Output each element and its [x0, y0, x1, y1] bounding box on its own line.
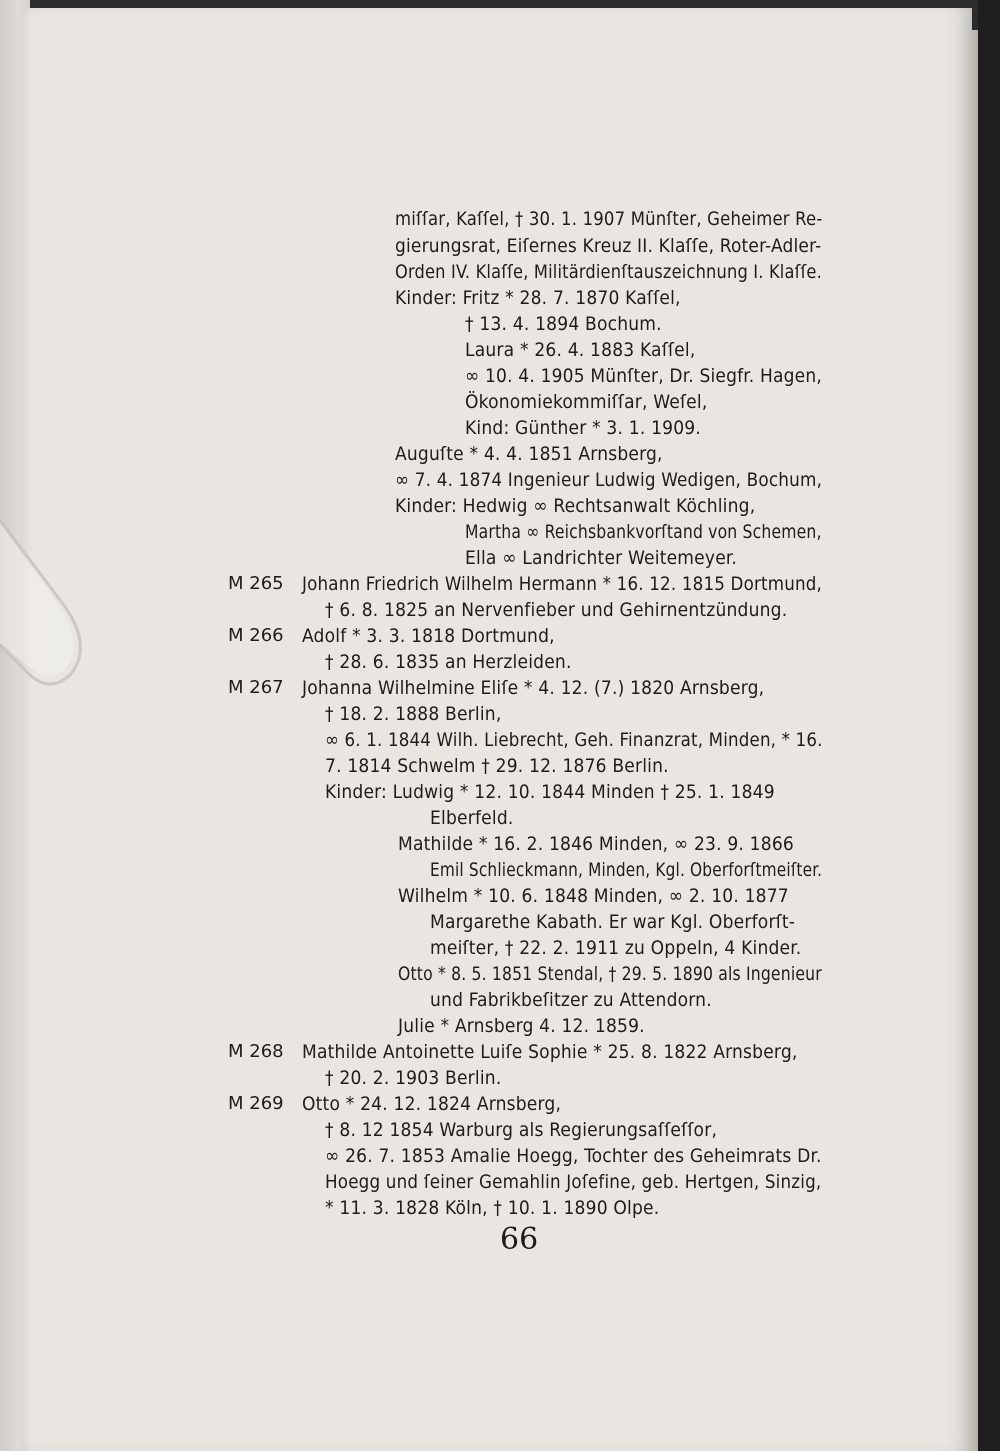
text-line: Emil Schlieckmann, Minden, Kgl. Oberforſtmeiſter. — [430, 859, 823, 881]
entry-marker: M 265 — [228, 573, 284, 594]
text-line: und Fabrikbeſitzer zu Attendorn. — [430, 989, 712, 1011]
text-line: ∞ 10. 4. 1905 Münſter, Dr. Siegfr. Hagen, — [465, 365, 822, 387]
text-line: Julie * Arnsberg 4. 12. 1859. — [398, 1015, 645, 1037]
text-line: † 18. 2. 1888 Berlin, — [325, 703, 502, 725]
paper-clip-shadow — [0, 505, 100, 695]
text-line: Mathilde * 16. 2. 1846 Minden, ∞ 23. 9. 1866 — [398, 833, 794, 855]
text-line: Otto * 8. 5. 1851 Stendal, † 29. 5. 1890 als Ingenieur — [398, 963, 822, 985]
text-line: Mathilde Antoinette Luiſe Sophie * 25. 8. 1822 Arnsberg, — [302, 1041, 798, 1063]
text-line: † 28. 6. 1835 an Herzleiden. — [325, 651, 572, 673]
text-line: miſſar, Kaſſel, † 30. 1. 1907 Münſter, Geheimer Re- — [395, 208, 823, 230]
text-line: Johann Friedrich Wilhelm Hermann * 16. 12. 1815 Dortmund, — [302, 573, 823, 595]
entry-marker: M 266 — [228, 625, 284, 646]
entry-marker: M 267 — [228, 677, 284, 698]
text-line: † 8. 12 1854 Warburg als Regierungsaſſeſſor, — [325, 1119, 718, 1141]
text-line: Kind: Günther * 3. 1. 1909. — [465, 417, 702, 439]
text-line: gierungsrat, Eiſernes Kreuz II. Klaſſe, Roter-Adler- — [395, 235, 822, 257]
text-line: Margarethe Kabath. Er war Kgl. Oberforſt- — [430, 911, 796, 933]
page-stack-edge — [968, 30, 978, 1451]
text-line: Otto * 24. 12. 1824 Arnsberg, — [302, 1093, 562, 1115]
text-line: Kinder: Fritz * 28. 7. 1870 Kaſſel, — [395, 287, 681, 309]
text-line: ∞ 6. 1. 1844 Wilh. Liebrecht, Geh. Finanzrat, Minden, * 16. — [325, 729, 823, 751]
text-line: Auguſte * 4. 4. 1851 Arnsberg, — [395, 443, 663, 465]
text-line: Elberfeld. — [430, 807, 514, 829]
text-line: Ella ∞ Landrichter Weitemeyer. — [465, 547, 738, 569]
text-line: Ökonomiekommiſſar, Weſel, — [465, 391, 708, 413]
text-line: * 11. 3. 1828 Köln, † 10. 1. 1890 Olpe. — [325, 1197, 660, 1219]
text-line: Kinder: Hedwig ∞ Rechtsanwalt Köchling, — [395, 495, 756, 517]
text-line: Laura * 26. 4. 1883 Kaſſel, — [465, 339, 696, 361]
text-line: † 13. 4. 1894 Bochum. — [465, 313, 662, 335]
text-line: ∞ 26. 7. 1853 Amalie Hoegg, Tochter des Geheimrats Dr. — [325, 1145, 822, 1167]
text-line: 7. 1814 Schwelm † 29. 12. 1876 Berlin. — [325, 755, 669, 777]
text-line: Hoegg und ſeiner Gemahlin Joſefine, geb. Hertgen, Sinzig, — [325, 1171, 822, 1193]
text-line: meiſter, † 22. 2. 1911 zu Oppeln, 4 Kinder. — [430, 937, 802, 959]
text-line: † 20. 2. 1903 Berlin. — [325, 1067, 502, 1089]
page-number: 66 — [500, 1222, 539, 1257]
text-line: Johanna Wilhelmine Eliſe * 4. 12. (7.) 1820 Arnsberg, — [302, 677, 765, 699]
entry-marker: M 269 — [228, 1093, 284, 1114]
text-line: Adolf * 3. 3. 1818 Dortmund, — [302, 625, 555, 647]
text-line: Martha ∞ Reichsbankvorſtand von Schemen, — [465, 521, 822, 543]
text-line: Orden IV. Klaſſe, Militärdienſtauszeichnung I. Klaſſe. — [395, 261, 822, 283]
text-line: † 6. 8. 1825 an Nervenfieber und Gehirnentzündung. — [325, 599, 788, 621]
scan-right-border — [978, 0, 1000, 1451]
text-line: Wilhelm * 10. 6. 1848 Minden, ∞ 2. 10. 1877 — [398, 885, 789, 907]
entry-marker: M 268 — [228, 1041, 284, 1062]
text-line: ∞ 7. 4. 1874 Ingenieur Ludwig Wedigen, Bochum, — [395, 469, 823, 491]
text-line: Kinder: Ludwig * 12. 10. 1844 Minden † 25. 1. 1849 — [325, 781, 775, 803]
